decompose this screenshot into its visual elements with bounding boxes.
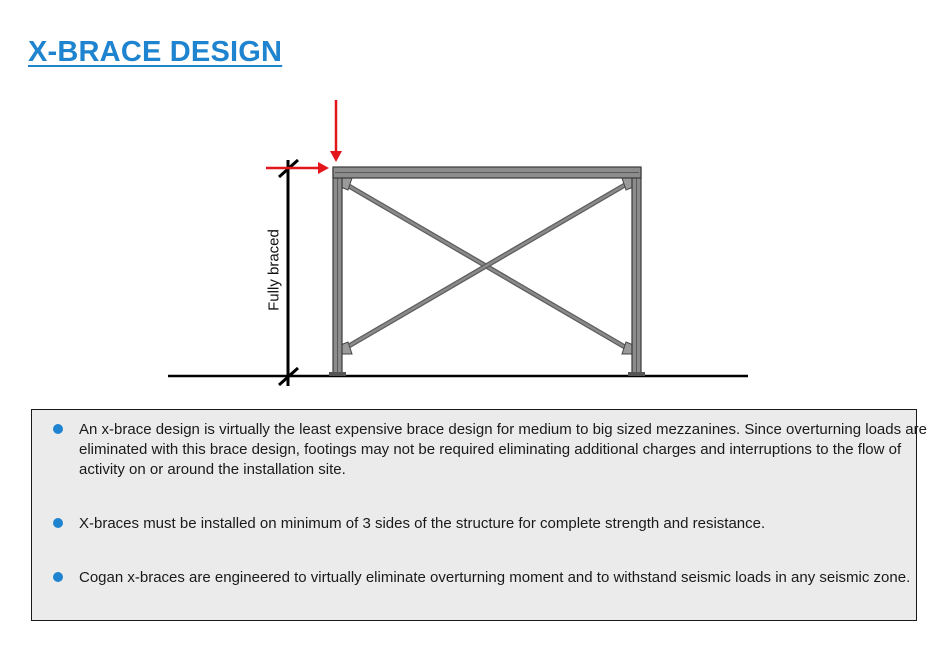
- bullet-text: An x-brace design is virtually the least expensive brace design for medium to big sized mezzanines. Since overturning loads are eliminated with this brace design, footings may not be required eliminating additional charges and interruptions to the flow of activity on or around the installation site.: [79, 421, 927, 478]
- bullet-text: X-braces must be installed on minimum of 3 sides of the structure for complete strength and resistance.: [79, 515, 766, 532]
- bullet-item: [49, 420, 932, 480]
- horizontal-load-arrow: [266, 162, 329, 174]
- page-title: X-BRACE DESIGN: [28, 36, 283, 68]
- vertical-load-arrow: [330, 100, 342, 162]
- x-braces: [342, 182, 630, 350]
- top-beam: [333, 167, 641, 178]
- bullet-dot-icon: [53, 424, 63, 434]
- bullet-item: [49, 568, 932, 588]
- bullet-dot-icon: [53, 518, 63, 528]
- bullet-item: [49, 514, 932, 534]
- bullet-dot-icon: [53, 572, 63, 582]
- bullet-text: Cogan x-braces are engineered to virtually eliminate overturning moment and to withstand seismic loads in any seismic zone.: [79, 569, 911, 586]
- fully-braced-label: Fully braced: [265, 229, 283, 311]
